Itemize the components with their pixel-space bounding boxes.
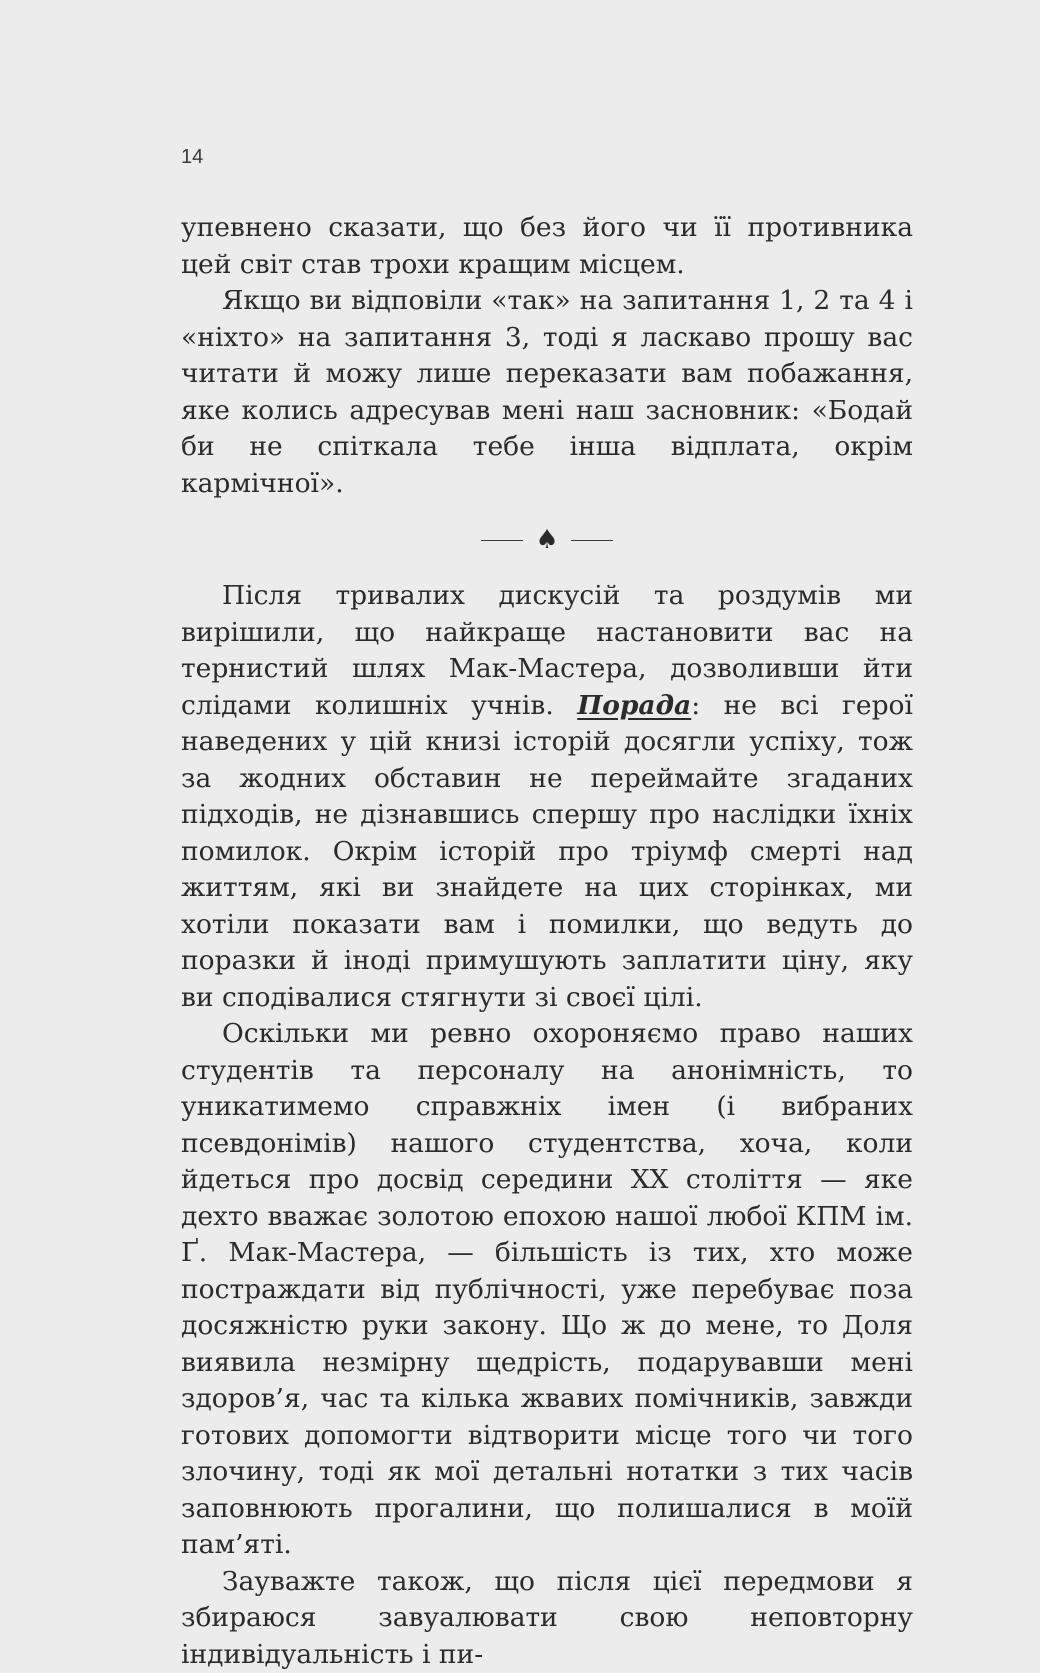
divider-rule-left: [481, 540, 523, 541]
paragraph: [181, 578, 913, 1016]
tip-text: : не всі герої наведених у цій книзі історій досягли успіху, тож за жодних обставин не переймайте згаданих підходів, не дізнавшись спершу про наслідки їхніх помилок. Окрім історій про тріумф смерті над життям, які ви знайдете на цих сторінках, ми хотіли показати вам і помилки, що ведуть до поразки й іноді примушують заплатити ціну, яку ви сподівалися стягнути зі своєї цілі.: [181, 690, 913, 1013]
spade-icon: ♠: [535, 527, 558, 553]
body-text: [181, 210, 913, 1673]
divider-rule-right: [571, 540, 613, 541]
paragraph: Оскільки ми ревно охороняємо право наших студентів та персоналу на анонімність, то уникатимемо справжніх імен (і вибраних псевдонімів) нашого студентства, хоча, коли йдеться про досвід середини XX століття — яке дехто вважає золотою епохою нашої любої КПМ ім. Ґ. Мак-Мастера, — більшість із тих, хто може постраждати від публічності, уже перебуває поза досяжністю руки закону. Що ж до мене, то Доля виявила незмірну щедрість, подарувавши мені здоров’я, час та кілька жвавих помічників, завжди готових допомогти відтворити місце того чи того злочину, тоді як мої детальні нотатки з тих часів заповнюють прогалини, що полишалися в моїй пам’яті.: [181, 1016, 913, 1564]
paragraph: Зауважте також, що після цієї передмови я збираюся завуалювати свою неповторну індивідуальність і пи-: [181, 1564, 913, 1673]
section-divider: [181, 502, 913, 578]
tip-label: Порада: [577, 690, 691, 721]
paragraph: Якщо ви відповіли «так» на запитання 1, 2 та 4 і «ніхто» на запитання 3, тоді я ласкаво прошу вас читати й можу лише переказати вам побажання, яке колись адресував мені наш засновник: «Бодай би не спіткала тебе інша відплата, окрім кармічної».: [181, 283, 913, 502]
page-number: 14: [181, 146, 203, 169]
paragraph-text: Після тривалих дискусій та роздумів ми вирішили, що найкраще настановити вас на тернистий шлях Мак-Мастера, дозволивши йти слідами колишніх учнів.: [181, 580, 913, 721]
paragraph-continuation: упевнено сказати, що без його чи її противника цей світ став трохи кращим місцем.: [181, 210, 913, 283]
